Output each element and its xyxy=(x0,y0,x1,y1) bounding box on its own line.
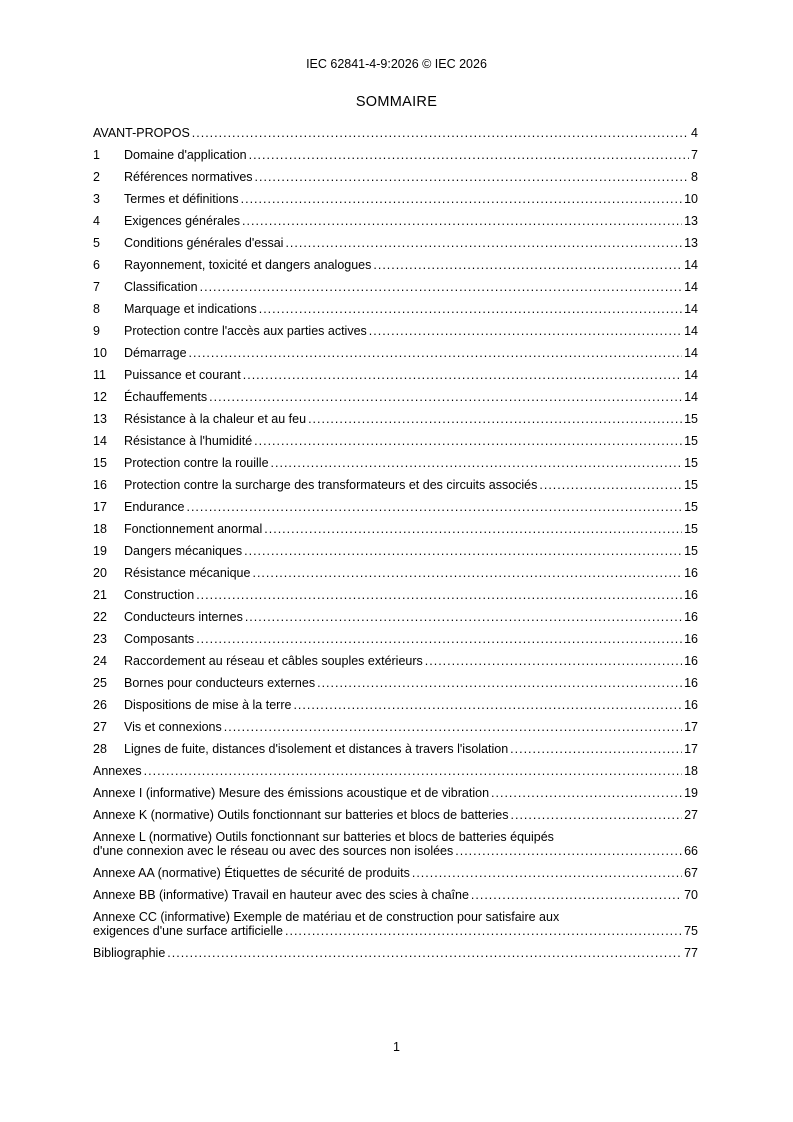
toc-entry[interactable] xyxy=(93,742,698,756)
toc-entry-title: Annexe I (informative) Mesure des émissions acoustique et de vibration xyxy=(93,786,490,800)
dot-leader xyxy=(255,170,690,184)
toc-entry-title: Annexes xyxy=(93,764,142,778)
toc-entry[interactable] xyxy=(93,866,698,880)
document-header: IEC 62841-4-9:2026 © IEC 2026 xyxy=(306,57,487,71)
toc-entry-number: 20 xyxy=(93,566,107,580)
toc-entry-page: 75 xyxy=(684,924,698,938)
toc-entry-title: Résistance à l'humidité xyxy=(124,434,253,448)
toc-entry[interactable] xyxy=(93,808,698,822)
page-title: SOMMAIRE xyxy=(355,94,438,110)
toc-entry-title: Annexe K (normative) Outils fonctionnant sur batteries et blocs de batteries xyxy=(93,808,509,822)
toc-entry-title-continued: d'une connexion avec le réseau ou avec des sources non isolées xyxy=(93,844,454,858)
toc-entry-number: 13 xyxy=(93,412,107,426)
toc-entry[interactable] xyxy=(93,632,698,646)
toc-entry-title: Endurance xyxy=(124,500,185,514)
toc-entry-number: 21 xyxy=(93,588,107,602)
dot-leader xyxy=(317,676,682,690)
toc-entry-title: Bibliographie xyxy=(93,946,166,960)
toc-entry[interactable] xyxy=(93,170,698,184)
toc-entry-page: 67 xyxy=(684,866,698,880)
toc-entry-page: 13 xyxy=(684,214,698,228)
toc-entry-title: Références normatives xyxy=(124,170,253,184)
toc-entry[interactable] xyxy=(93,456,698,470)
toc-entry-number: 9 xyxy=(93,324,100,338)
toc-entry-title: Vis et connexions xyxy=(124,720,222,734)
toc-entry[interactable] xyxy=(93,302,698,316)
toc-entry-title: Conducteurs internes xyxy=(124,610,243,624)
dot-leader xyxy=(196,632,682,646)
toc-entry-page: 14 xyxy=(684,368,698,382)
toc-entry-page: 70 xyxy=(684,888,698,902)
toc-entry-page: 16 xyxy=(684,654,698,668)
toc-entry-page: 16 xyxy=(684,566,698,580)
toc-entry-title: Échauffements xyxy=(124,390,208,404)
toc-entry[interactable] xyxy=(93,522,698,536)
dot-leader xyxy=(242,214,682,228)
toc-entry[interactable] xyxy=(93,500,698,514)
toc-entry-page: 14 xyxy=(684,302,698,316)
toc-entry[interactable] xyxy=(93,786,698,800)
toc-entry-page: 16 xyxy=(684,610,698,624)
toc-entry[interactable] xyxy=(93,412,698,426)
toc-entry-number: 5 xyxy=(93,236,100,250)
toc-entry-page: 66 xyxy=(684,844,698,858)
toc-entry-title: Classification xyxy=(124,280,198,294)
dot-leader xyxy=(192,126,689,140)
toc-entry-number: 23 xyxy=(93,632,107,646)
toc-entry-number: 8 xyxy=(93,302,100,316)
toc-entry-title: Composants xyxy=(124,632,195,646)
toc-entry-title: Résistance à la chaleur et au feu xyxy=(124,412,307,426)
toc-entry-number: 19 xyxy=(93,544,107,558)
toc-entry-page: 15 xyxy=(684,478,698,492)
toc-entry[interactable] xyxy=(93,324,698,338)
toc-entry-number: 12 xyxy=(93,390,107,404)
toc-entry-title: Domaine d'application xyxy=(124,148,247,162)
toc-entry-title: Fonctionnement anormal xyxy=(124,522,263,536)
toc-entry[interactable] xyxy=(93,478,698,492)
toc-entry-title: Protection contre la surcharge des transformateurs et des circuits associés xyxy=(124,478,538,492)
page-number: 1 xyxy=(393,1040,400,1054)
dot-leader xyxy=(412,866,682,880)
toc-entry-number: 17 xyxy=(93,500,107,514)
dot-leader xyxy=(455,844,682,858)
toc-entry-number: 11 xyxy=(93,368,106,382)
toc-entry-page: 13 xyxy=(684,236,698,250)
toc-entry-title: Exigences générales xyxy=(124,214,241,228)
dot-leader xyxy=(200,280,682,294)
toc-entry-title: Raccordement au réseau et câbles souples extérieurs xyxy=(124,654,423,668)
toc-entry-page: 77 xyxy=(684,946,698,960)
toc-entry-number: 1 xyxy=(93,148,100,162)
dot-leader xyxy=(254,434,682,448)
toc-entry[interactable] xyxy=(93,434,698,448)
toc-entry-page: 14 xyxy=(684,258,698,272)
toc-entry-title: Annexe L (normative) Outils fonctionnant sur batteries et blocs de batteries équipés xyxy=(93,830,554,844)
toc-entry-title: Résistance mécanique xyxy=(124,566,251,580)
toc-entry-number: 28 xyxy=(93,742,107,756)
toc-entry-page: 16 xyxy=(684,588,698,602)
toc-entry-page: 17 xyxy=(684,742,698,756)
dot-leader xyxy=(167,946,682,960)
dot-leader xyxy=(285,236,682,250)
dot-leader xyxy=(249,148,689,162)
toc-entry[interactable] xyxy=(93,654,698,668)
toc-entry-title: Termes et définitions xyxy=(124,192,239,206)
toc-entry-title: Annexe BB (informative) Travail en hauteur avec des scies à chaîne xyxy=(93,888,469,902)
toc-entry[interactable] xyxy=(93,192,698,206)
toc-entry[interactable] xyxy=(93,544,698,558)
toc-entry-page: 27 xyxy=(684,808,698,822)
dot-leader xyxy=(293,698,682,712)
toc-entry-title: Démarrage xyxy=(124,346,187,360)
toc-entry-page: 16 xyxy=(684,632,698,646)
toc-entry[interactable] xyxy=(93,566,698,580)
dot-leader xyxy=(252,566,682,580)
toc-entry-title: Puissance et courant xyxy=(124,368,241,382)
toc-entry[interactable] xyxy=(93,676,698,690)
toc-entry[interactable] xyxy=(93,588,698,602)
toc-entry-number: 10 xyxy=(93,346,107,360)
dot-leader xyxy=(264,522,682,536)
toc-entry[interactable] xyxy=(93,720,698,734)
toc-entry-title: Protection contre l'accès aux parties actives xyxy=(124,324,367,338)
dot-leader xyxy=(224,720,682,734)
toc-entry-number: 24 xyxy=(93,654,107,668)
dot-leader xyxy=(209,390,682,404)
toc-entry-title: Bornes pour conducteurs externes xyxy=(124,676,316,690)
toc-entry[interactable] xyxy=(93,368,698,382)
toc-entry-number: 2 xyxy=(93,170,100,184)
toc-entry-page: 14 xyxy=(684,346,698,360)
toc-entry[interactable] xyxy=(93,610,698,624)
toc-entry-title: Protection contre la rouille xyxy=(124,456,269,470)
toc-entry-number: 16 xyxy=(93,478,107,492)
toc-entry-number: 7 xyxy=(93,280,100,294)
dot-leader xyxy=(259,302,682,316)
toc-entry[interactable] xyxy=(93,946,698,960)
toc-entry-page: 14 xyxy=(684,324,698,338)
toc-entry[interactable] xyxy=(93,126,698,140)
toc-entry-number: 6 xyxy=(93,258,100,272)
toc-entry[interactable] xyxy=(93,214,698,228)
toc-entry-number: 3 xyxy=(93,192,100,206)
toc-entry[interactable] xyxy=(93,830,698,858)
toc-entry-title: Construction xyxy=(124,588,195,602)
toc-entry-page: 15 xyxy=(684,456,698,470)
toc-entry-title: Annexe CC (informative) Exemple de matériau et de construction pour satisfaire aux xyxy=(93,910,560,924)
toc-entry[interactable] xyxy=(93,280,698,294)
toc-entry-title: Marquage et indications xyxy=(124,302,257,316)
dot-leader xyxy=(271,456,683,470)
dot-leader xyxy=(511,808,683,822)
toc-entry-page: 8 xyxy=(691,170,698,184)
toc-entry[interactable] xyxy=(93,148,698,162)
toc-entry-page: 15 xyxy=(684,434,698,448)
toc-entry-title: Dangers mécaniques xyxy=(124,544,243,558)
toc-entry-title: Lignes de fuite, distances d'isolement et distances à travers l'isolation xyxy=(124,742,509,756)
toc-entry-number: 18 xyxy=(93,522,107,536)
dot-leader xyxy=(241,192,682,206)
toc-entry-page: 19 xyxy=(684,786,698,800)
dot-leader xyxy=(510,742,682,756)
dot-leader xyxy=(196,588,682,602)
toc-entry-number: 26 xyxy=(93,698,107,712)
toc-entry-page: 17 xyxy=(684,720,698,734)
toc-entry[interactable] xyxy=(93,888,698,902)
toc-entry-page: 15 xyxy=(684,522,698,536)
toc-entry[interactable] xyxy=(93,910,698,938)
dot-leader xyxy=(243,368,682,382)
toc-entry[interactable] xyxy=(93,346,698,360)
toc-entry-page: 14 xyxy=(684,280,698,294)
toc-entry-page: 7 xyxy=(691,148,698,162)
dot-leader xyxy=(189,346,683,360)
toc-entry-page: 15 xyxy=(684,500,698,514)
toc-entry-title: Annexe AA (normative) Étiquettes de sécurité de produits xyxy=(93,866,410,880)
toc-entry-page: 15 xyxy=(684,544,698,558)
toc-entry[interactable] xyxy=(93,390,698,404)
toc-entry-title: Dispositions de mise à la terre xyxy=(124,698,292,712)
toc-entry-number: 14 xyxy=(93,434,107,448)
dot-leader xyxy=(245,610,682,624)
toc-entry-title: AVANT-PROPOS xyxy=(93,126,190,140)
toc-entry-title: Rayonnement, toxicité et dangers analogues xyxy=(124,258,372,272)
toc-entry[interactable] xyxy=(93,258,698,272)
toc-entry-page: 4 xyxy=(691,126,698,140)
toc-entry-number: 27 xyxy=(93,720,107,734)
toc-entry-page: 14 xyxy=(684,390,698,404)
dot-leader xyxy=(491,786,682,800)
toc-entry[interactable] xyxy=(93,236,698,250)
toc-entry[interactable] xyxy=(93,698,698,712)
toc-entry[interactable] xyxy=(93,764,698,778)
dot-leader xyxy=(539,478,682,492)
dot-leader xyxy=(186,500,682,514)
toc-entry-number: 4 xyxy=(93,214,100,228)
toc-entry-page: 16 xyxy=(684,676,698,690)
toc-entry-page: 10 xyxy=(684,192,698,206)
toc-entry-title: Conditions générales d'essai xyxy=(124,236,284,250)
dot-leader xyxy=(425,654,682,668)
dot-leader xyxy=(471,888,682,902)
dot-leader xyxy=(373,258,682,272)
dot-leader xyxy=(244,544,682,558)
dot-leader xyxy=(285,924,682,938)
toc-entry-number: 22 xyxy=(93,610,107,624)
toc-entry-page: 18 xyxy=(684,764,698,778)
toc-entry-number: 15 xyxy=(93,456,107,470)
toc-entry-page: 15 xyxy=(684,412,698,426)
toc-entry-title-continued: exigences d'une surface artificielle xyxy=(93,924,283,938)
dot-leader xyxy=(308,412,682,426)
dot-leader xyxy=(369,324,682,338)
toc-entry-page: 16 xyxy=(684,698,698,712)
dot-leader xyxy=(144,764,682,778)
toc-entry-number: 25 xyxy=(93,676,107,690)
table-of-contents xyxy=(93,126,698,968)
